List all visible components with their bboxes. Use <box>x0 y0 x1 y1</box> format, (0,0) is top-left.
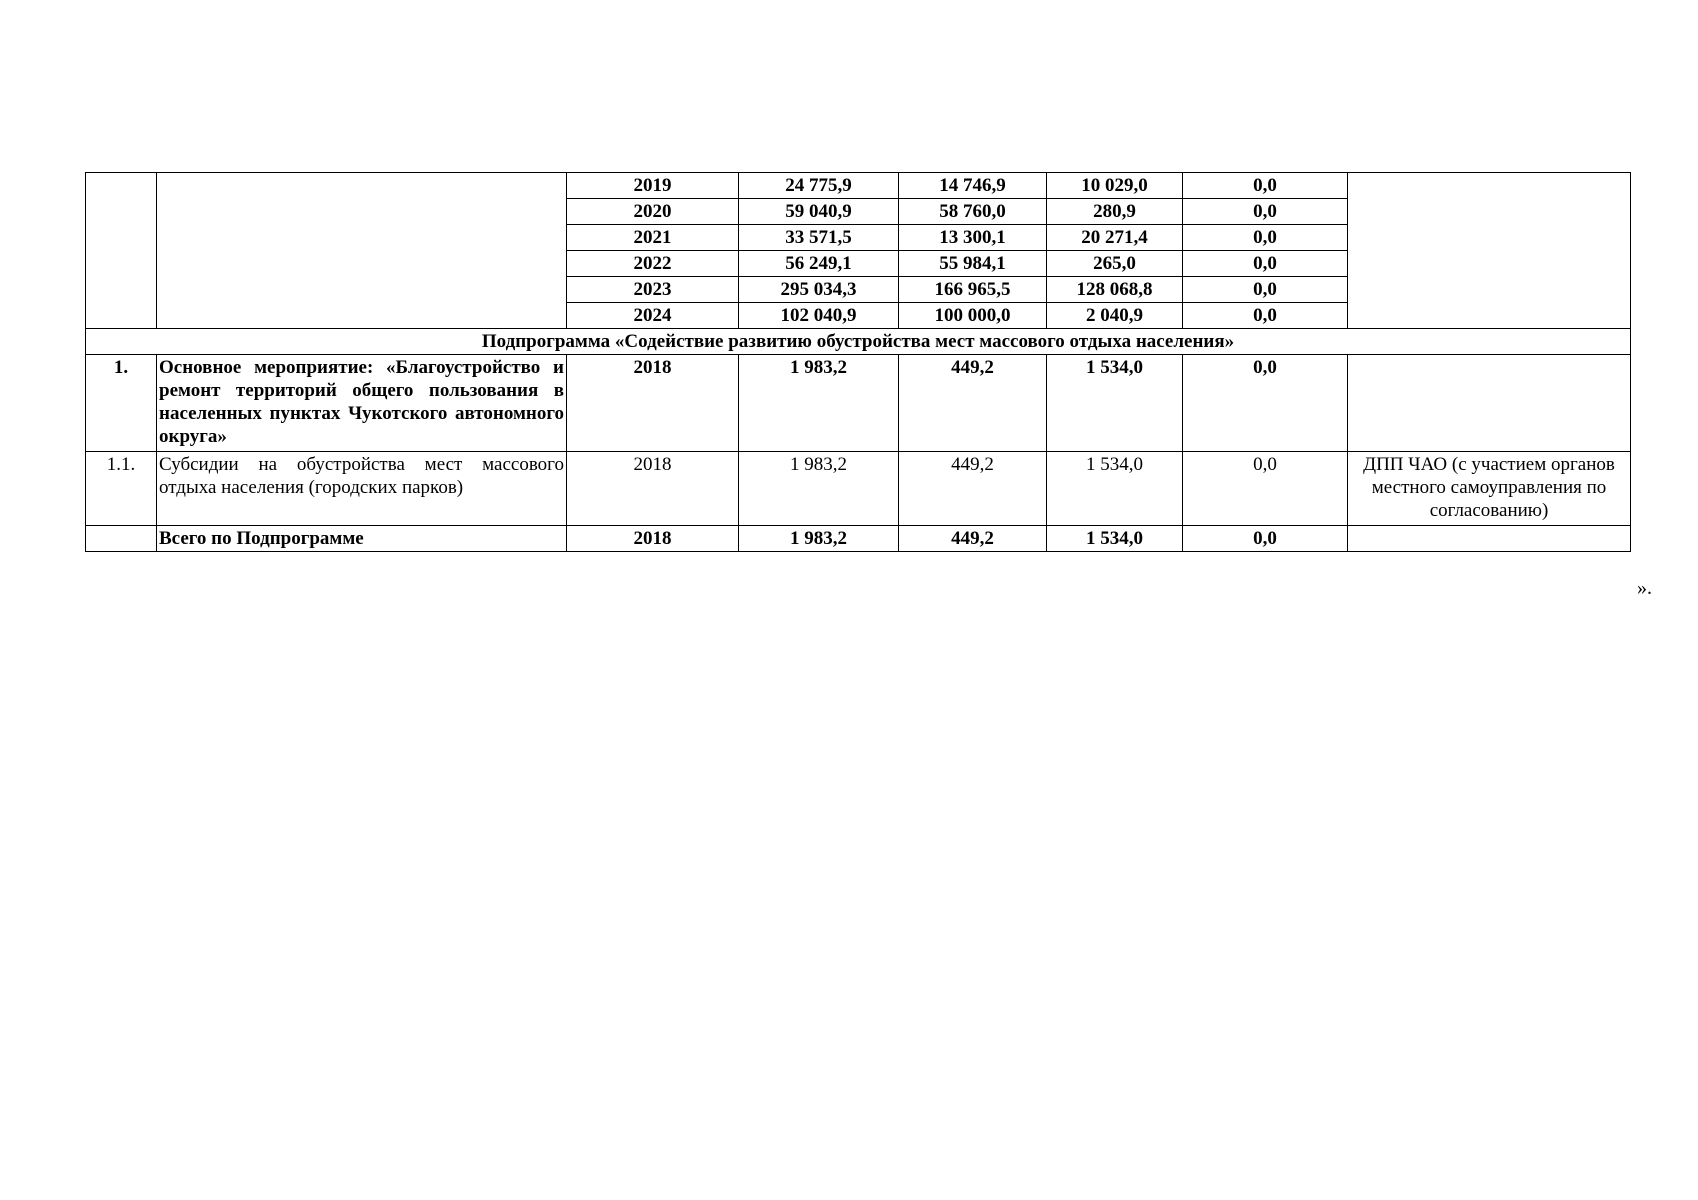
amount-cell: 13 300,1 <box>899 225 1047 251</box>
total-cell: 1 983,2 <box>739 355 899 452</box>
year-cell: 2024 <box>567 303 739 329</box>
total-cell: 1 983,2 <box>739 526 899 552</box>
name-cell: Основное мероприятие: «Благоустройство и ремонт территорий общего пользования в населенных пунктах Чукотского автономного округа» <box>157 355 567 452</box>
amount-cell: 449,2 <box>899 355 1047 452</box>
executor-cell <box>1348 355 1631 452</box>
amount-cell: 1 534,0 <box>1047 526 1183 552</box>
amount-cell: 58 760,0 <box>899 199 1047 225</box>
total-cell: 102 040,9 <box>739 303 899 329</box>
amount-cell: 265,0 <box>1047 251 1183 277</box>
total-cell: 295 034,3 <box>739 277 899 303</box>
number-cell <box>86 526 157 552</box>
amount-cell: 2 040,9 <box>1047 303 1183 329</box>
total-cell: 59 040,9 <box>739 199 899 225</box>
amount-cell: 0,0 <box>1183 199 1348 225</box>
financing-table <box>85 172 1631 552</box>
amount-cell: 0,0 <box>1183 452 1348 526</box>
year-cell: 2021 <box>567 225 739 251</box>
name-cell: Субсидии на обустройства мест массового отдыха населения (городских парков) <box>157 452 567 526</box>
amount-cell: 449,2 <box>899 452 1047 526</box>
name-cell <box>157 173 567 329</box>
amount-cell: 100 000,0 <box>899 303 1047 329</box>
year-cell: 2020 <box>567 199 739 225</box>
subprogram-header-row <box>86 329 1631 355</box>
total-label: Всего по Подпрограмме <box>157 526 567 552</box>
amount-cell: 0,0 <box>1183 173 1348 199</box>
amount-cell: 1 534,0 <box>1047 355 1183 452</box>
total-cell: 33 571,5 <box>739 225 899 251</box>
amount-cell: 14 746,9 <box>899 173 1047 199</box>
table-row <box>86 173 1631 199</box>
year-cell: 2022 <box>567 251 739 277</box>
year-cell: 2018 <box>567 452 739 526</box>
sub-event-row <box>86 452 1631 526</box>
executor-cell: ДПП ЧАО (с участием органов местного самоуправления по согласованию) <box>1348 452 1631 526</box>
executor-cell <box>1348 526 1631 552</box>
executor-cell <box>1348 173 1631 329</box>
year-cell: 2018 <box>567 355 739 452</box>
amount-cell: 20 271,4 <box>1047 225 1183 251</box>
total-cell: 24 775,9 <box>739 173 899 199</box>
total-cell: 1 983,2 <box>739 452 899 526</box>
year-cell: 2023 <box>567 277 739 303</box>
amount-cell: 10 029,0 <box>1047 173 1183 199</box>
amount-cell: 128 068,8 <box>1047 277 1183 303</box>
total-row <box>86 526 1631 552</box>
amount-cell: 280,9 <box>1047 199 1183 225</box>
subprogram-title: Подпрограмма «Содействие развитию обустройства мест массового отдыха населения» <box>86 329 1631 355</box>
year-cell: 2019 <box>567 173 739 199</box>
number-cell: 1. <box>86 355 157 452</box>
main-event-row <box>86 355 1631 452</box>
amount-cell: 166 965,5 <box>899 277 1047 303</box>
closing-quote-mark: ». <box>1637 577 1652 599</box>
number-cell <box>86 173 157 329</box>
number-cell: 1.1. <box>86 452 157 526</box>
amount-cell: 0,0 <box>1183 251 1348 277</box>
amount-cell: 0,0 <box>1183 277 1348 303</box>
amount-cell: 0,0 <box>1183 225 1348 251</box>
total-cell: 56 249,1 <box>739 251 899 277</box>
amount-cell: 0,0 <box>1183 303 1348 329</box>
amount-cell: 449,2 <box>899 526 1047 552</box>
amount-cell: 55 984,1 <box>899 251 1047 277</box>
amount-cell: 0,0 <box>1183 355 1348 452</box>
year-cell: 2018 <box>567 526 739 552</box>
amount-cell: 1 534,0 <box>1047 452 1183 526</box>
amount-cell: 0,0 <box>1183 526 1348 552</box>
